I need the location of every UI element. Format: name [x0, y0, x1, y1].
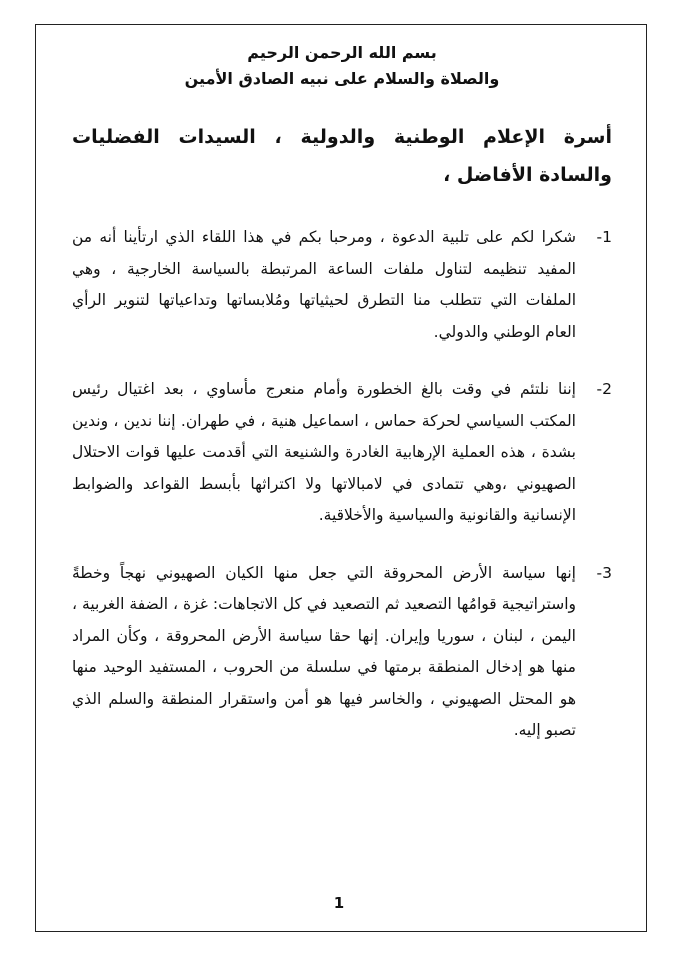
document-body	[72, 40, 612, 773]
document-header	[72, 40, 612, 92]
address-line: أسرة الإعلام الوطنية والدولية ، السيدات الفضليات والسادة الأفاضل ،	[72, 126, 612, 186]
paragraph-3	[72, 558, 612, 747]
paragraph-text: شكرا لكم على تلبية الدعوة ، ومرحبا بكم في هذا اللقاء الذي ارتأينا أنه من المفيد تنظيمه لتناول ملفات الساعة المرتبطة بالسياسة الخارجية ، وهي الملفات التي تتطلب منا التطرق لحيثياتها ومُلابساتها وتداعياتها لتنوير الرأي العام الوطني والدولي.	[72, 228, 576, 341]
paragraph-1	[72, 222, 612, 348]
basmala: بسم الله الرحمن الرحيم	[247, 43, 437, 62]
paragraph-text: إنها سياسة الأرض المحروقة التي جعل منها الكيان الصهيوني نهجاً وخطةً واستراتيجية قوامُها التصعيد ثم التصعيد في كل الاتجاهات: غزة ، الضفة الغربية ، اليمن ، لبنان ، سوريا وإيران. إنها حقا سياسة الأرض المحروقة ، وكأن المراد منها هو إدخال المنطقة برمتها في سلسلة من الحروب ، المستفيد الوحيد منها هو المحتل الصهيوني ، والخاسر فيها هو أمن واستقرار المنطقة والسلم الذي تصبو إليه.	[72, 563, 576, 739]
paragraph-number: -2	[596, 380, 612, 398]
paragraph-text: إننا نلتئم في وقت بالغ الخطورة وأمام منعرج مأساوي ، بعد اغتيال رئيس المكتب السياسي لحركة حماس ، اسماعيل هنية ، في طهران. إننا ندين ، وندين بشدة ، هذه العملية الإرهابية الغادرة والشنيعة التي أقدمت عليها قوات الاحتلال الصهيوني ،وهي تتمادى في لامبالاتها ولا اكتراثها بأبسط القواعد والضوابط الإنسانية والقانونية والسياسية والأخلاقية.	[72, 380, 576, 524]
paragraph-2	[72, 374, 612, 532]
paragraph-number: -3	[596, 563, 612, 582]
page-number: 1	[333, 894, 345, 912]
paragraph-number: -1	[596, 228, 612, 246]
salutation: والصلاة والسلام على نبيه الصادق الأمين	[184, 69, 500, 88]
